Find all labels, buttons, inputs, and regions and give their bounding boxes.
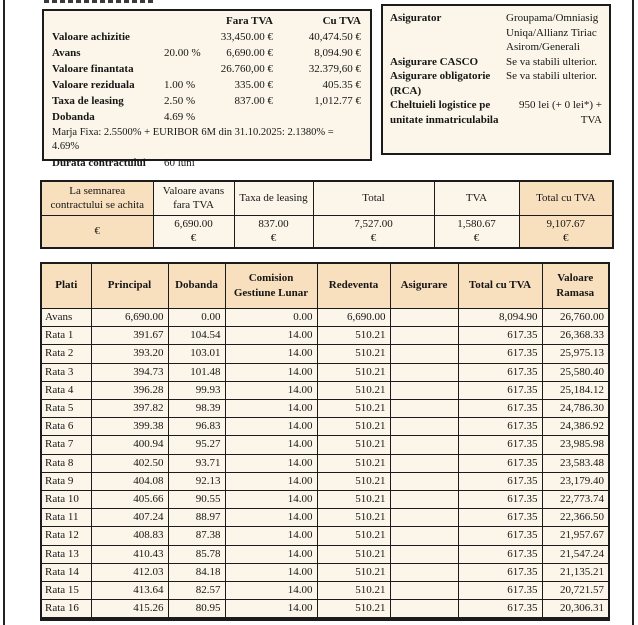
schedule-row <box>41 491 609 509</box>
schedule-row <box>41 418 609 436</box>
schedule-value-cell: 14.00 <box>225 472 317 490</box>
schedule-value-cell: 14.00 <box>225 509 317 527</box>
schedule-value-cell: 99.93 <box>168 381 225 399</box>
insurance-row <box>390 55 602 70</box>
insurance-row <box>390 11 602 55</box>
schedule-value-cell: 510.21 <box>317 472 390 490</box>
schedule-value-cell: 510.21 <box>317 600 390 620</box>
schedule-value-cell: 617.35 <box>458 509 542 527</box>
schedule-value-cell: 617.35 <box>458 600 542 620</box>
schedule-value-cell: 0.00 <box>225 309 317 327</box>
schedule-value-cell: 26,368.33 <box>542 327 609 345</box>
schedule-payment-label: Rata 16 <box>41 600 91 620</box>
schedule-value-cell: 6,690.00 <box>91 309 168 327</box>
schedule-value-cell: 412.03 <box>91 563 168 581</box>
schedule-value-cell: 8,094.90 <box>458 309 542 327</box>
schedule-value-cell <box>390 600 458 620</box>
summary-amount: 9,107.67 <box>546 218 585 230</box>
pricing-row-cu-tva: 8,094.90 € <box>314 47 361 59</box>
insurance-row-value: Groupama/Omniasig Uniqa/Allianz Tiriac Asirom/Generali <box>506 12 599 53</box>
schedule-value-cell: 415.26 <box>91 600 168 620</box>
schedule-payment-label: Rata 10 <box>41 491 91 509</box>
summary-value-cell <box>313 216 434 249</box>
schedule-value-cell: 404.08 <box>91 472 168 490</box>
schedule-value-cell: 617.35 <box>458 582 542 600</box>
schedule-value-cell: 408.83 <box>91 527 168 545</box>
pricing-row-fara-tva <box>212 109 273 125</box>
schedule-value-cell: 617.35 <box>458 491 542 509</box>
insurance-row-label: Asigurare obligatorie (RCA) <box>390 70 491 97</box>
summary-header-cell: Total cu TVA <box>519 181 613 216</box>
pricing-row <box>52 77 361 93</box>
schedule-payment-label: Rata 7 <box>41 436 91 454</box>
schedule-value-cell: 93.71 <box>168 454 225 472</box>
schedule-value-cell: 510.21 <box>317 345 390 363</box>
schedule-value-cell: 14.00 <box>225 400 317 418</box>
schedule-row <box>41 454 609 472</box>
schedule-value-cell: 617.35 <box>458 472 542 490</box>
schedule-value-cell: 14.00 <box>225 418 317 436</box>
schedule-header-row <box>41 263 609 309</box>
schedule-value-cell: 510.21 <box>317 527 390 545</box>
schedule-value-cell <box>390 491 458 509</box>
schedule-value-cell: 407.24 <box>91 509 168 527</box>
schedule-payment-label: Rata 3 <box>41 363 91 381</box>
schedule-value-cell: 399.38 <box>91 418 168 436</box>
schedule-payment-label: Avans <box>41 309 91 327</box>
schedule-value-cell: 14.00 <box>225 327 317 345</box>
summary-currency: € <box>370 231 377 244</box>
pricing-row-label: Valoare achizitie <box>52 31 130 43</box>
summary-value-cell <box>519 216 613 249</box>
summary-value-cell <box>153 216 234 249</box>
schedule-value-cell: 21,547.24 <box>542 545 609 563</box>
schedule-value-cell: 96.83 <box>168 418 225 436</box>
schedule-value-cell: 617.35 <box>458 381 542 399</box>
schedule-payment-label: Rata 11 <box>41 509 91 527</box>
pricing-row-label: Valoare reziduala <box>52 79 135 91</box>
pricing-row-percent: 2.50 % <box>164 95 196 107</box>
pricing-header-cu-tva: Cu TVA <box>322 15 361 27</box>
pricing-row-fara-tva: 26.760,00 € <box>220 63 273 75</box>
schedule-value-cell: 410.43 <box>91 545 168 563</box>
marja-fixa-note: Marja Fixa: 2.5500% + EURIBOR 6M din 31.10.2025: 2.1380% = 4.69% <box>52 127 334 152</box>
summary-currency: € <box>473 231 480 244</box>
schedule-value-cell: 14.00 <box>225 582 317 600</box>
summary-header-cell: Valoare avans fara TVA <box>153 181 234 216</box>
schedule-value-cell: 25,580.40 <box>542 363 609 381</box>
schedule-payment-label: Rata 9 <box>41 472 91 490</box>
schedule-header-cell: Principal <box>91 263 168 309</box>
pricing-row <box>52 29 361 45</box>
pricing-row-cu-tva <box>273 109 361 125</box>
schedule-value-cell <box>390 345 458 363</box>
schedule-value-cell: 104.54 <box>168 327 225 345</box>
schedule-value-cell: 510.21 <box>317 582 390 600</box>
schedule-header-cell: Plati <box>41 263 91 309</box>
schedule-row <box>41 363 609 381</box>
schedule-value-cell: 6,690.00 <box>317 309 390 327</box>
schedule-payment-label: Rata 15 <box>41 582 91 600</box>
schedule-value-cell: 103.01 <box>168 345 225 363</box>
schedule-value-cell: 617.35 <box>458 327 542 345</box>
schedule-value-cell: 14.00 <box>225 491 317 509</box>
schedule-value-cell: 82.57 <box>168 582 225 600</box>
schedule-value-cell: 87.38 <box>168 527 225 545</box>
pricing-row-fara-tva: 335.00 € <box>234 79 273 91</box>
schedule-value-cell <box>390 381 458 399</box>
schedule-value-cell: 22,773.74 <box>542 491 609 509</box>
contract-duration-row <box>52 155 361 171</box>
insurance-row-label: Asigurator <box>390 12 442 24</box>
schedule-value-cell: 510.21 <box>317 327 390 345</box>
schedule-value-cell: 23,179.40 <box>542 472 609 490</box>
schedule-value-cell: 14.00 <box>225 600 317 620</box>
schedule-value-cell: 20,721.57 <box>542 582 609 600</box>
pricing-row <box>52 45 361 61</box>
insurance-row-label: Cheltuieli logistice pe unitate inmatriculabila <box>390 99 499 126</box>
contract-duration-label: Durata contractului <box>52 157 146 169</box>
schedule-value-cell: 617.35 <box>458 545 542 563</box>
summary-value-row <box>41 216 613 249</box>
schedule-value-cell: 14.00 <box>225 381 317 399</box>
insurance-row-label: Asigurare CASCO <box>390 55 479 68</box>
schedule-value-cell: 20,306.31 <box>542 600 609 620</box>
summary-amount: 6,690.00 <box>174 218 213 230</box>
schedule-value-cell: 14.00 <box>225 345 317 363</box>
pricing-header-spacer <box>52 13 212 29</box>
schedule-value-cell: 80.95 <box>168 600 225 620</box>
schedule-value-cell: 397.82 <box>91 400 168 418</box>
schedule-value-cell: 90.55 <box>168 491 225 509</box>
summary-amount: 1,580.67 <box>457 218 496 230</box>
insurance-row-value: Se va stabili ulterior. <box>506 55 598 68</box>
pricing-row-cu-tva: 40,474.50 € <box>308 31 361 43</box>
summary-amount: € <box>94 224 100 237</box>
pricing-row-percent <box>164 29 212 45</box>
pricing-row-label: Avans <box>52 47 81 59</box>
schedule-payment-label: Rata 8 <box>41 454 91 472</box>
schedule-value-cell: 92.13 <box>168 472 225 490</box>
schedule-value-cell <box>390 309 458 327</box>
schedule-value-cell <box>390 327 458 345</box>
schedule-header-cell: Total cu TVA <box>458 263 542 309</box>
summary-value-cell <box>41 216 153 249</box>
insurance-row-value: 950 lei (+ 0 lei*) + TVA <box>519 99 602 126</box>
schedule-value-cell: 617.35 <box>458 527 542 545</box>
schedule-value-cell: 26,760.00 <box>542 309 609 327</box>
schedule-value-cell: 617.35 <box>458 563 542 581</box>
pricing-row-percent <box>164 61 212 77</box>
schedule-payment-label: Rata 5 <box>41 400 91 418</box>
schedule-payment-label: Rata 1 <box>41 327 91 345</box>
schedule-value-cell: 617.35 <box>458 418 542 436</box>
schedule-value-cell: 391.67 <box>91 327 168 345</box>
schedule-value-cell: 617.35 <box>458 454 542 472</box>
pricing-row-percent: 4.69 % <box>164 111 196 123</box>
schedule-row <box>41 563 609 581</box>
insurance-row <box>390 98 602 127</box>
pricing-row-cu-tva: 1,012.77 € <box>314 95 361 107</box>
schedule-value-cell: 510.21 <box>317 436 390 454</box>
pricing-row-cu-tva: 32.379,60 € <box>308 63 361 75</box>
schedule-payment-label: Rata 6 <box>41 418 91 436</box>
schedule-value-cell: 14.00 <box>225 545 317 563</box>
schedule-payment-label: Rata 13 <box>41 545 91 563</box>
schedule-value-cell <box>390 436 458 454</box>
schedule-value-cell <box>390 527 458 545</box>
insurance-box <box>381 4 611 155</box>
schedule-value-cell: 394.73 <box>91 363 168 381</box>
insurance-row <box>390 69 602 98</box>
schedule-value-cell: 14.00 <box>225 436 317 454</box>
summary-currency: € <box>190 231 197 244</box>
schedule-value-cell: 24,386.92 <box>542 418 609 436</box>
schedule-value-cell: 510.21 <box>317 454 390 472</box>
schedule-row <box>41 381 609 399</box>
pricing-row-fara-tva: 837.00 € <box>234 95 273 107</box>
schedule-value-cell: 101.48 <box>168 363 225 381</box>
schedule-value-cell: 510.21 <box>317 381 390 399</box>
summary-amount: 837.00 <box>258 218 289 230</box>
schedule-value-cell <box>390 582 458 600</box>
schedule-value-cell <box>390 472 458 490</box>
schedule-value-cell: 402.50 <box>91 454 168 472</box>
schedule-row <box>41 436 609 454</box>
schedule-value-cell: 617.35 <box>458 345 542 363</box>
pricing-row-label: Taxa de leasing <box>52 95 124 107</box>
schedule-value-cell <box>390 363 458 381</box>
schedule-value-cell: 21,957.67 <box>542 527 609 545</box>
schedule-header-cell: Comision Gestiune Lunar <box>225 263 317 309</box>
schedule-row <box>41 400 609 418</box>
summary-header-row <box>41 181 613 216</box>
pricing-row-percent: 1.00 % <box>164 79 196 91</box>
schedule-header-cell: Dobanda <box>168 263 225 309</box>
schedule-value-cell: 88.97 <box>168 509 225 527</box>
summary-header-cell: TVA <box>434 181 519 216</box>
schedule-value-cell: 98.39 <box>168 400 225 418</box>
clipped-title-text <box>44 0 156 3</box>
summary-value-cell <box>434 216 519 249</box>
pricing-row-label: Dobanda <box>52 111 95 123</box>
schedule-value-cell: 400.94 <box>91 436 168 454</box>
schedule-value-cell: 510.21 <box>317 509 390 527</box>
schedule-row <box>41 527 609 545</box>
pricing-row-cu-tva: 405.35 € <box>322 79 361 91</box>
schedule-value-cell: 510.21 <box>317 563 390 581</box>
schedule-value-cell: 413.64 <box>91 582 168 600</box>
pricing-header-row <box>52 13 361 29</box>
summary-amount: 7,527.00 <box>354 218 393 230</box>
summary-header-cell: Taxa de leasing <box>234 181 313 216</box>
schedule-value-cell <box>390 400 458 418</box>
summary-header-cell: La semnarea contractului se achita <box>41 181 153 216</box>
schedule-value-cell: 25,975.13 <box>542 345 609 363</box>
pricing-row-label: Valoare finantata <box>52 63 134 75</box>
schedule-header-cell: Valoare Ramasa <box>542 263 609 309</box>
schedule-value-cell <box>390 418 458 436</box>
schedule-value-cell: 617.35 <box>458 400 542 418</box>
schedule-value-cell: 24,786.30 <box>542 400 609 418</box>
schedule-row <box>41 472 609 490</box>
summary-currency: € <box>270 231 277 244</box>
summary-value-cell <box>234 216 313 249</box>
schedule-header-cell: Asigurare <box>390 263 458 309</box>
schedule-payment-label: Rata 4 <box>41 381 91 399</box>
schedule-row <box>41 600 609 620</box>
pricing-rows <box>52 29 361 125</box>
insurance-row-value: Se va stabili ulterior. <box>506 70 598 82</box>
pricing-summary-box <box>42 9 372 169</box>
schedule-value-cell: 25,184.12 <box>542 381 609 399</box>
schedule-row <box>41 545 609 563</box>
schedule-value-cell: 85.78 <box>168 545 225 563</box>
pricing-row-fara-tva: 6,690.00 € <box>226 47 273 59</box>
schedule-value-cell: 510.21 <box>317 400 390 418</box>
pricing-row <box>52 109 361 125</box>
schedule-row <box>41 327 609 345</box>
schedule-value-cell: 23,985.98 <box>542 436 609 454</box>
payment-schedule-table <box>40 262 610 621</box>
schedule-value-cell: 22,366.50 <box>542 509 609 527</box>
schedule-value-cell: 23,583.48 <box>542 454 609 472</box>
payment-summary-table <box>40 180 614 249</box>
schedule-value-cell <box>390 454 458 472</box>
schedule-value-cell <box>390 509 458 527</box>
schedule-value-cell: 21,135.21 <box>542 563 609 581</box>
pricing-row <box>52 61 361 77</box>
schedule-value-cell: 405.66 <box>91 491 168 509</box>
schedule-value-cell <box>390 563 458 581</box>
schedule-value-cell: 510.21 <box>317 418 390 436</box>
pricing-header-fara-tva: Fara TVA <box>226 15 273 27</box>
schedule-value-cell: 14.00 <box>225 363 317 381</box>
schedule-header-cell: Redeventa <box>317 263 390 309</box>
schedule-value-cell: 510.21 <box>317 545 390 563</box>
summary-currency: € <box>563 231 569 244</box>
schedule-payment-label: Rata 14 <box>41 563 91 581</box>
schedule-value-cell: 95.27 <box>168 436 225 454</box>
schedule-value-cell <box>390 545 458 563</box>
contract-duration-value: 60 luni <box>164 157 195 169</box>
pricing-row-percent: 20.00 % <box>164 47 201 59</box>
schedule-value-cell: 617.35 <box>458 436 542 454</box>
schedule-payment-label: Rata 2 <box>41 345 91 363</box>
pricing-row <box>52 93 361 109</box>
schedule-value-cell: 510.21 <box>317 363 390 381</box>
schedule-value-cell: 84.18 <box>168 563 225 581</box>
schedule-value-cell: 14.00 <box>225 527 317 545</box>
schedule-value-cell: 617.35 <box>458 363 542 381</box>
schedule-row <box>41 509 609 527</box>
schedule-row <box>41 309 609 327</box>
schedule-row <box>41 582 609 600</box>
page-border-right <box>632 0 634 625</box>
summary-header-cell: Total <box>313 181 434 216</box>
schedule-value-cell: 396.28 <box>91 381 168 399</box>
schedule-value-cell: 393.20 <box>91 345 168 363</box>
schedule-row <box>41 345 609 363</box>
schedule-value-cell: 510.21 <box>317 491 390 509</box>
schedule-value-cell: 14.00 <box>225 454 317 472</box>
pricing-row-fara-tva: 33,450.00 € <box>220 31 273 43</box>
schedule-value-cell: 0.00 <box>168 309 225 327</box>
schedule-value-cell: 14.00 <box>225 563 317 581</box>
schedule-payment-label: Rata 12 <box>41 527 91 545</box>
page-border-left <box>3 0 5 625</box>
